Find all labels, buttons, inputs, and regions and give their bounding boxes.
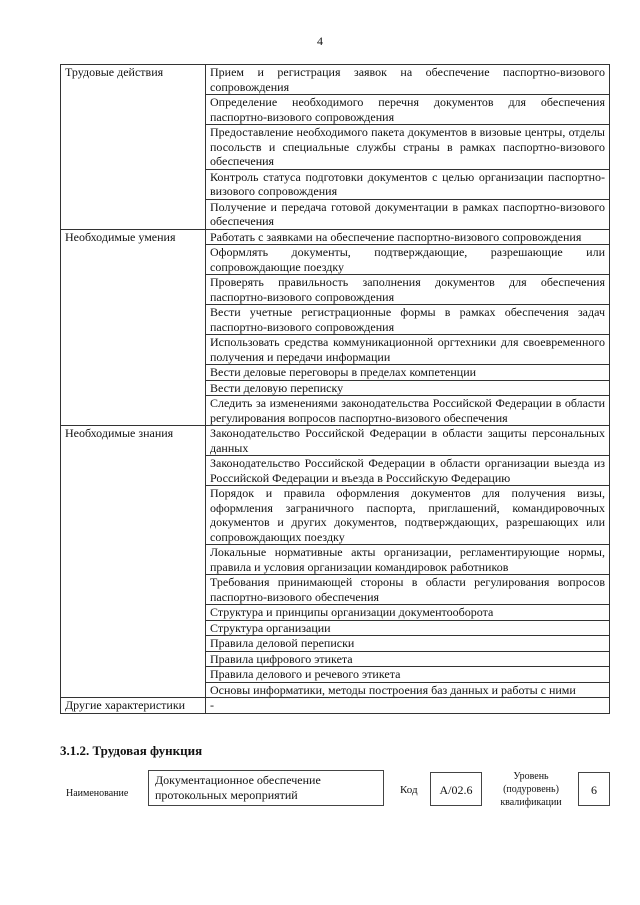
labor-function-header: [60, 770, 620, 830]
table-cell: Законодательство Российской Федерации в области защиты персональных данных: [206, 426, 610, 456]
page-number: 4: [317, 34, 323, 48]
level-value: 6: [578, 772, 610, 806]
row-group-label: Необходимые умения: [61, 229, 206, 426]
table-row: [61, 229, 610, 245]
section-title: 3.1.2. Трудовая функция: [60, 743, 203, 758]
table-cell: Следить за изменениями законодательства Российской Федерации в области регулирования вопросов паспортно-визового обеспечения: [206, 396, 610, 426]
table-cell: Контроль статуса подготовки документов с целью организации паспортно-визового сопровождения: [206, 169, 610, 199]
table-cell: Вести деловую переписку: [206, 380, 610, 396]
table-cell: Проверять правильность заполнения документов для обеспечения паспортно-визового сопровождения: [206, 275, 610, 305]
table-cell: Правила делового и речевого этикета: [206, 667, 610, 683]
table-cell: -: [206, 698, 610, 714]
table-cell: Работать с заявками на обеспечение паспортно-визового сопровождения: [206, 229, 610, 245]
table-cell: Законодательство Российской Федерации в области организации выезда из Российской Федерации и въезда в Российскую Федерацию: [206, 456, 610, 486]
table-cell: Требования принимающей стороны в области регулирования вопросов паспортно-визового обеспечения: [206, 575, 610, 605]
table-cell: Вести учетные регистрационные формы в рамках обеспечения задач паспортно-визового сопровождения: [206, 305, 610, 335]
requirements-table: [60, 64, 610, 714]
table-cell: Структура организации: [206, 620, 610, 636]
code-value: А/02.6: [430, 772, 482, 806]
table-row: [61, 426, 610, 456]
table-row: [61, 65, 610, 95]
table-cell: Использовать средства коммуникационной оргтехники для своевременного получения и передачи информации: [206, 335, 610, 365]
table-cell: Определение необходимого перечня документов для обеспечения паспортно-визового сопровождения: [206, 95, 610, 125]
name-label: Наименование: [66, 788, 129, 799]
table-cell: Правила деловой переписки: [206, 636, 610, 652]
table-cell: Оформлять документы, подтверждающие, разрешающие или сопровождающие поездку: [206, 245, 610, 275]
table-cell: Правила цифрового этикета: [206, 651, 610, 667]
table-cell: Структура и принципы организации документооборота: [206, 605, 610, 621]
row-group-label: Другие характеристики: [61, 698, 206, 714]
table-cell: Порядок и правила оформления документов для получения визы, оформления заграничного паспорта, приглашений, командировочных документов и других документов, подтверждающих, разрешающих или сопровождающих поездку: [206, 486, 610, 545]
table-cell: Вести деловые переговоры в пределах компетенции: [206, 365, 610, 381]
name-value: Документационное обеспечение протокольных мероприятий: [148, 770, 384, 806]
row-group-label: Необходимые знания: [61, 426, 206, 698]
table-row: [61, 698, 610, 714]
table-cell: Прием и регистрация заявок на обеспечение паспортно-визового сопровождения: [206, 65, 610, 95]
table-cell: Предоставление необходимого пакета документов в визовые центры, отделы посольств и специальные службы страны в рамках паспортно-визового обеспечения: [206, 125, 610, 170]
table-cell: Основы информатики, методы построения баз данных и работы с ними: [206, 682, 610, 698]
table-cell: Получение и передача готовой документации в рамках паспортно-визового обеспечения: [206, 199, 610, 229]
code-label: Код: [400, 784, 418, 796]
level-label: Уровень (подуровень) квалификации: [500, 771, 562, 808]
table-cell: Локальные нормативные акты организации, регламентирующие нормы, правила и условия организации командировок работников: [206, 545, 610, 575]
row-group-label: Трудовые действия: [61, 65, 206, 230]
